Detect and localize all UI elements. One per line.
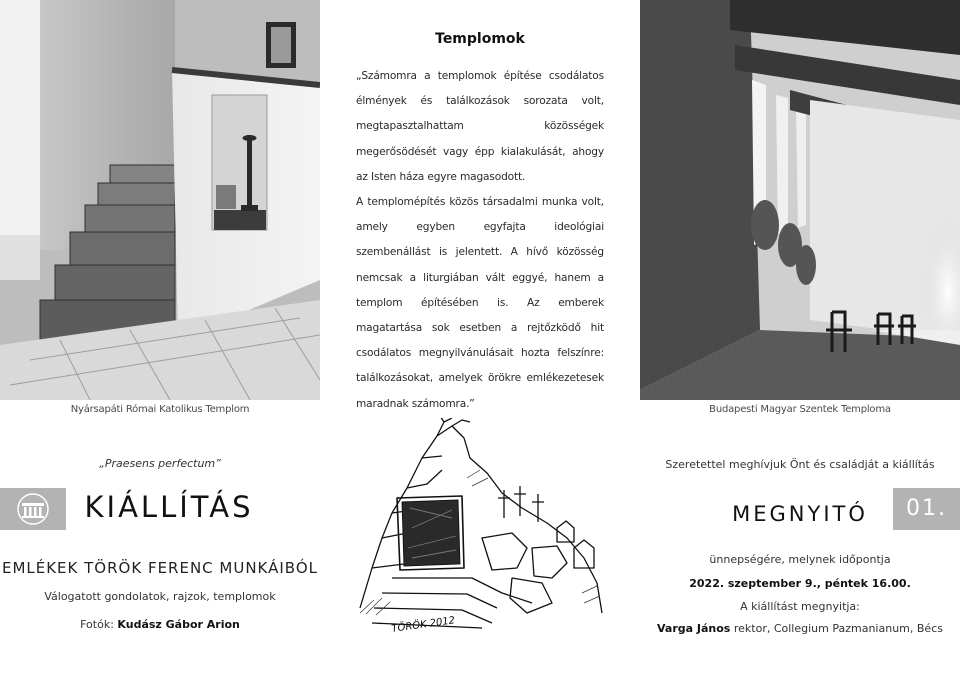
opening-heading: MEGNYITÓ bbox=[732, 502, 868, 526]
invitation-text: Szeretettel meghívjuk Önt és családját a kiállítás bbox=[665, 458, 935, 471]
staircase-photo bbox=[0, 0, 320, 400]
paragraph: A templomépítés közös társadalmi munka volt, amely egyben egyfajta ideológiai szembenállást is jelentett. A hívő közösség nemcsak a liturgiában vált eggyé, hanem a templom építésében is. Az emberek magatartása sok esetben a rejtőzködő hit csodálatos megnyilvánulásait hozta felszínre: találkozásokat, amelyek örökre emlékezetesek maradnak számomra.” bbox=[356, 196, 604, 410]
opener-name: Varga János bbox=[657, 622, 731, 635]
calvary-sketch bbox=[352, 418, 608, 640]
photo-credit-name: Kudász Gábor Arion bbox=[117, 618, 240, 631]
issue-number-badge: 01. bbox=[893, 488, 960, 530]
occasion-text: ünnepségére, melynek időpontja bbox=[709, 553, 891, 566]
right-photo-caption: Budapesti Magyar Szentek Temploma bbox=[709, 404, 891, 415]
temple-column-icon bbox=[0, 488, 66, 530]
center-title: Templomok bbox=[435, 31, 525, 47]
sketch-signature: TÖRÖK 2012 bbox=[390, 615, 456, 635]
center-body bbox=[356, 64, 604, 417]
church-interior-photo bbox=[640, 0, 960, 400]
event-date: 2022. szeptember 9., péntek 16.00. bbox=[689, 577, 911, 590]
paragraph: „Számomra a templomok építése csodálatos élmények és találkozások sorozata volt, megtapasztalhattam közösségek megerősödését vagy épp kialakulását, ahogy az Isten háza egyre magasodott. bbox=[356, 70, 604, 183]
opener-label: A kiállítást megnyitja: bbox=[740, 600, 860, 613]
opener-line bbox=[640, 622, 960, 635]
left-photo-caption: Nyársapáti Római Katolikus Templom bbox=[70, 404, 250, 415]
exhibition-tagline: Válogatott gondolatok, rajzok, templomok bbox=[44, 590, 276, 603]
exhibition-subheading: EMLÉKEK TÖRÖK FERENC MUNKÁIBÓL bbox=[1, 559, 319, 577]
logo-box bbox=[0, 488, 66, 530]
opener-role: rektor, Collegium Pazmanianum, Bécs bbox=[733, 622, 943, 635]
exhibition-quote: „Praesens perfectum” bbox=[99, 457, 221, 470]
exhibition-heading: KIÁLLÍTÁS bbox=[84, 490, 254, 524]
photo-credit bbox=[0, 618, 320, 631]
photo-credit-label: Fotók: bbox=[80, 618, 114, 631]
